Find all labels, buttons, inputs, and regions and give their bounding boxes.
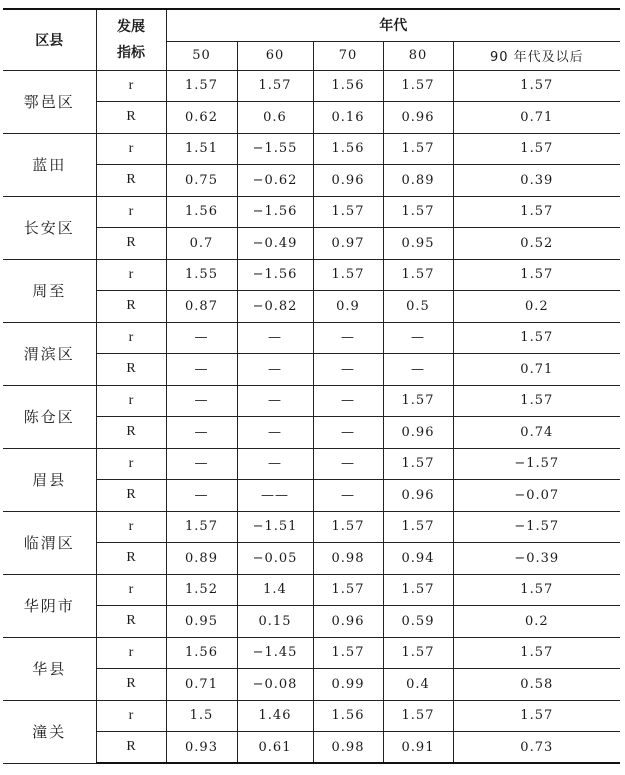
indicator-label-capital-r: R xyxy=(96,543,166,575)
indicator-label-capital-r: R xyxy=(96,102,166,134)
value-cell: 1.57 xyxy=(166,70,237,102)
value-cell: −1.57 xyxy=(453,448,620,480)
table-row xyxy=(3,511,620,543)
value-cell: 1.57 xyxy=(453,385,620,417)
county-name-cell: 临渭区 xyxy=(3,511,96,574)
value-cell: — xyxy=(166,385,237,417)
value-cell: 0.71 xyxy=(453,102,620,134)
table-row xyxy=(3,732,620,764)
indicator-label-small-r: r xyxy=(96,196,166,228)
value-cell: 0.98 xyxy=(313,543,383,575)
table-row xyxy=(3,606,620,638)
value-cell: — xyxy=(166,480,237,512)
table-row xyxy=(3,228,620,260)
county-name-cell: 蓝田 xyxy=(3,133,96,196)
value-cell: 1.57 xyxy=(166,511,237,543)
value-cell: 1.57 xyxy=(453,70,620,102)
table-row xyxy=(3,322,620,354)
value-cell: — xyxy=(383,322,453,354)
value-cell: 1.57 xyxy=(383,448,453,480)
indicator-header-line1: 发展 xyxy=(117,18,145,35)
indicator-label-capital-r: R xyxy=(96,165,166,197)
indicator-label-small-r: r xyxy=(96,511,166,543)
value-cell: — xyxy=(166,417,237,449)
indicator-label-capital-r: R xyxy=(96,291,166,323)
table-row xyxy=(3,259,620,291)
value-cell: —— xyxy=(237,480,313,512)
development-index-table xyxy=(3,8,620,764)
indicator-label-capital-r: R xyxy=(96,606,166,638)
table-row xyxy=(3,385,620,417)
county-name-cell: 潼关 xyxy=(3,700,96,763)
value-cell: 1.57 xyxy=(313,637,383,669)
table-row xyxy=(3,102,620,134)
value-cell: 1.57 xyxy=(237,70,313,102)
value-cell: −1.56 xyxy=(237,196,313,228)
table-row xyxy=(3,70,620,102)
table-row xyxy=(3,669,620,701)
table-row xyxy=(3,196,620,228)
value-cell: 1.57 xyxy=(453,574,620,606)
value-cell: 1.57 xyxy=(383,133,453,165)
indicator-label-capital-r: R xyxy=(96,354,166,386)
value-cell: 0.2 xyxy=(453,291,620,323)
value-cell: 1.57 xyxy=(383,385,453,417)
indicator-header-line2: 指标 xyxy=(117,44,145,61)
value-cell: 1.57 xyxy=(453,196,620,228)
value-cell: 1.56 xyxy=(313,70,383,102)
value-cell: — xyxy=(237,385,313,417)
value-cell: 0.75 xyxy=(166,165,237,197)
value-cell: 0.58 xyxy=(453,669,620,701)
value-cell: 1.57 xyxy=(453,700,620,732)
value-cell: 0.7 xyxy=(166,228,237,260)
value-cell: 0.61 xyxy=(237,732,313,764)
value-cell: 0.59 xyxy=(383,606,453,638)
value-cell: 0.95 xyxy=(166,606,237,638)
value-cell: 0.96 xyxy=(383,102,453,134)
value-cell: 0.93 xyxy=(166,732,237,764)
value-cell: — xyxy=(383,354,453,386)
value-cell: 0.95 xyxy=(383,228,453,260)
value-cell: — xyxy=(313,385,383,417)
value-cell: −1.51 xyxy=(237,511,313,543)
value-cell: 0.9 xyxy=(313,291,383,323)
value-cell: 1.56 xyxy=(313,700,383,732)
table-row xyxy=(3,637,620,669)
indicator-label-capital-r: R xyxy=(96,228,166,260)
value-cell: 0.39 xyxy=(453,165,620,197)
era-group-header: 年代 xyxy=(166,9,620,41)
value-cell: — xyxy=(313,448,383,480)
table-row xyxy=(3,291,620,323)
table-row xyxy=(3,165,620,197)
indicator-label-capital-r: R xyxy=(96,669,166,701)
decade-header-90-plus: 90 年代及以后 xyxy=(453,41,620,70)
indicator-label-small-r: r xyxy=(96,70,166,102)
value-cell: 1.57 xyxy=(313,574,383,606)
indicator-label-small-r: r xyxy=(96,259,166,291)
value-cell: 0.96 xyxy=(383,417,453,449)
value-cell: — xyxy=(237,448,313,480)
value-cell: −0.82 xyxy=(237,291,313,323)
decade-header-70: 70 xyxy=(313,41,383,70)
value-cell: 0.91 xyxy=(383,732,453,764)
value-cell: 1.56 xyxy=(313,133,383,165)
table-row xyxy=(3,354,620,386)
indicator-column-header xyxy=(96,9,166,70)
table-row xyxy=(3,543,620,575)
value-cell: 0.71 xyxy=(453,354,620,386)
county-name-cell: 长安区 xyxy=(3,196,96,259)
table-row xyxy=(3,700,620,732)
value-cell: 0.89 xyxy=(166,543,237,575)
value-cell: 0.2 xyxy=(453,606,620,638)
value-cell: 1.57 xyxy=(383,70,453,102)
value-cell: 1.57 xyxy=(453,637,620,669)
value-cell: — xyxy=(166,448,237,480)
value-cell: 1.55 xyxy=(166,259,237,291)
value-cell: — xyxy=(166,354,237,386)
value-cell: −0.05 xyxy=(237,543,313,575)
value-cell: 1.57 xyxy=(383,259,453,291)
value-cell: — xyxy=(313,354,383,386)
value-cell: — xyxy=(237,417,313,449)
value-cell: 1.57 xyxy=(313,511,383,543)
value-cell: — xyxy=(237,354,313,386)
decade-header-60: 60 xyxy=(237,41,313,70)
value-cell: 0.52 xyxy=(453,228,620,260)
value-cell: 0.16 xyxy=(313,102,383,134)
value-cell: 0.96 xyxy=(313,165,383,197)
value-cell: 1.57 xyxy=(383,574,453,606)
table-row xyxy=(3,480,620,512)
table-row xyxy=(3,448,620,480)
value-cell: 0.89 xyxy=(383,165,453,197)
decade-header-80: 80 xyxy=(383,41,453,70)
value-cell: — xyxy=(166,322,237,354)
value-cell: 0.96 xyxy=(383,480,453,512)
value-cell: — xyxy=(313,322,383,354)
table-body xyxy=(3,70,620,763)
indicator-label-small-r: r xyxy=(96,385,166,417)
indicator-label-capital-r: R xyxy=(96,480,166,512)
value-cell: 1.46 xyxy=(237,700,313,732)
value-cell: 0.98 xyxy=(313,732,383,764)
value-cell: 0.96 xyxy=(313,606,383,638)
value-cell: 0.4 xyxy=(383,669,453,701)
value-cell: — xyxy=(237,322,313,354)
table-row xyxy=(3,574,620,606)
indicator-label-small-r: r xyxy=(96,700,166,732)
value-cell: 1.57 xyxy=(313,259,383,291)
indicator-label-small-r: r xyxy=(96,133,166,165)
value-cell: 1.57 xyxy=(383,511,453,543)
decade-header-50: 50 xyxy=(166,41,237,70)
county-name-cell: 华阴市 xyxy=(3,574,96,637)
indicator-label-small-r: r xyxy=(96,448,166,480)
value-cell: 1.57 xyxy=(383,196,453,228)
value-cell: 1.57 xyxy=(383,637,453,669)
value-cell: 0.6 xyxy=(237,102,313,134)
value-cell: — xyxy=(313,417,383,449)
county-column-header: 区县 xyxy=(3,9,96,70)
value-cell: −0.07 xyxy=(453,480,620,512)
value-cell: 0.71 xyxy=(166,669,237,701)
value-cell: 1.57 xyxy=(453,133,620,165)
value-cell: −1.56 xyxy=(237,259,313,291)
value-cell: — xyxy=(313,480,383,512)
county-name-cell: 眉县 xyxy=(3,448,96,511)
value-cell: 1.57 xyxy=(453,259,620,291)
county-name-cell: 周至 xyxy=(3,259,96,322)
value-cell: 0.87 xyxy=(166,291,237,323)
county-name-cell: 渭滨区 xyxy=(3,322,96,385)
value-cell: −0.39 xyxy=(453,543,620,575)
indicator-label-capital-r: R xyxy=(96,417,166,449)
county-name-cell: 陈仓区 xyxy=(3,385,96,448)
value-cell: 1.57 xyxy=(383,700,453,732)
value-cell: 1.5 xyxy=(166,700,237,732)
value-cell: 0.94 xyxy=(383,543,453,575)
value-cell: 1.57 xyxy=(313,196,383,228)
value-cell: 0.73 xyxy=(453,732,620,764)
value-cell: −0.62 xyxy=(237,165,313,197)
value-cell: −1.55 xyxy=(237,133,313,165)
value-cell: 1.4 xyxy=(237,574,313,606)
value-cell: −0.49 xyxy=(237,228,313,260)
value-cell: 1.57 xyxy=(453,322,620,354)
value-cell: 0.15 xyxy=(237,606,313,638)
value-cell: 0.5 xyxy=(383,291,453,323)
value-cell: 1.56 xyxy=(166,637,237,669)
value-cell: −1.45 xyxy=(237,637,313,669)
table-row xyxy=(3,133,620,165)
value-cell: 1.52 xyxy=(166,574,237,606)
value-cell: 0.97 xyxy=(313,228,383,260)
value-cell: −1.57 xyxy=(453,511,620,543)
value-cell: 1.51 xyxy=(166,133,237,165)
county-name-cell: 华县 xyxy=(3,637,96,700)
table-row xyxy=(3,417,620,449)
indicator-label-small-r: r xyxy=(96,574,166,606)
value-cell: −0.08 xyxy=(237,669,313,701)
indicator-label-small-r: r xyxy=(96,637,166,669)
value-cell: 0.62 xyxy=(166,102,237,134)
indicator-label-small-r: r xyxy=(96,322,166,354)
indicator-label-capital-r: R xyxy=(96,732,166,764)
value-cell: 0.74 xyxy=(453,417,620,449)
value-cell: 1.56 xyxy=(166,196,237,228)
value-cell: 0.99 xyxy=(313,669,383,701)
county-name-cell: 鄠邑区 xyxy=(3,70,96,133)
